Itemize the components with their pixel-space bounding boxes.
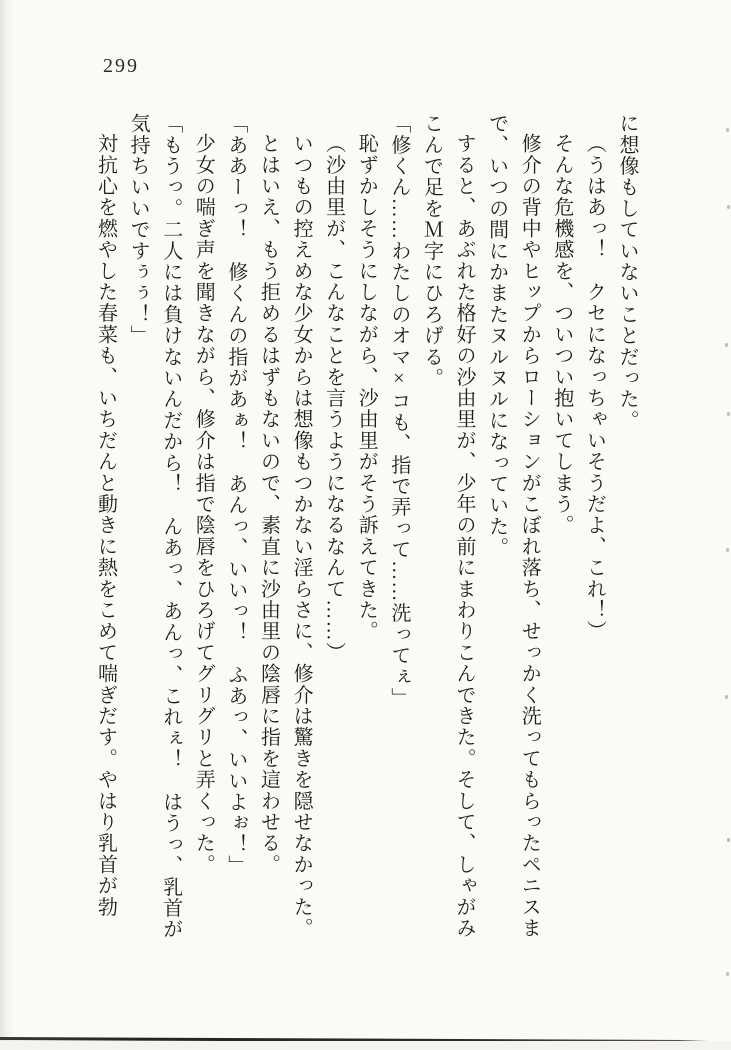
scan-speck [726, 128, 729, 132]
left-edge-scan-shadow [0, 0, 14, 1050]
page-number: 299 [103, 55, 139, 77]
dialogue-paragraph: 「修くん……わたしのオマ×コも、指で弄って……洗ってぇ」 [387, 113, 410, 709]
text-paragraph: に想像もしていないことだった。 [616, 113, 638, 431]
text-paragraph: （うはあっ！ クセになっちゃいそうだよ、これ！） [583, 133, 606, 642]
scan-speck [725, 695, 728, 699]
scan-speck [727, 412, 730, 416]
text-paragraph: （沙由里が、こんなことを言うようになるなんて……） [322, 133, 345, 663]
scan-speck [726, 548, 729, 552]
text-paragraph: いつもの控えめな少女からは想像もつかない淫らさに、修介は驚きを隠せなかった。 [290, 133, 313, 939]
below-edge-paper [0, 1041, 731, 1050]
dialogue-paragraph: 「ああーっ！ 修くんの指があぁ！ あんっ、いいっ！ ふあっ、いいよぉ！」 [224, 113, 247, 877]
scan-speck [726, 972, 729, 976]
text-paragraph: 修介の背中やヒップからローションがこぼれ落ち、せっかく洗ってもらったペニスまで、いつの間にかまたヌルヌルになっていた。 [485, 113, 541, 939]
scan-speck [725, 343, 728, 347]
text-paragraph: 恥ずかしそうにしながら、沙由里がそう訴えてきた。 [355, 133, 378, 642]
scan-speck [727, 838, 730, 842]
text-paragraph: 対抗心を燃やした春菜も、いちだんと動きに熱をこめて喘ぎだす。やはり乳首が勃 [94, 133, 117, 918]
dialogue-paragraph: 「もうっ。二人には負けないんだから！ んあっ、あんっ、これぇ！ はうっ、乳首が気持ちいいですぅぅ！」 [127, 113, 182, 940]
text-paragraph: とはいえ、もう拒めるはずもないので、素直に沙由里の陰唇に指を這わせる。 [257, 133, 280, 875]
scan-speck [727, 205, 730, 209]
vertical-text-block [83, 113, 643, 943]
text-paragraph: そんな危機感を、ついつい抱いてしまう。 [550, 133, 573, 536]
text-paragraph: 少女の喘ぎ声を聞きながら、修介は指で陰唇をひろげてグリグリと弄くった。 [192, 133, 215, 875]
text-paragraph: すると、あぶれた格好の沙由里が、少年の前にまわりこんできた。そして、しゃがみこんで足をＭ字にひろげる。 [420, 113, 476, 939]
